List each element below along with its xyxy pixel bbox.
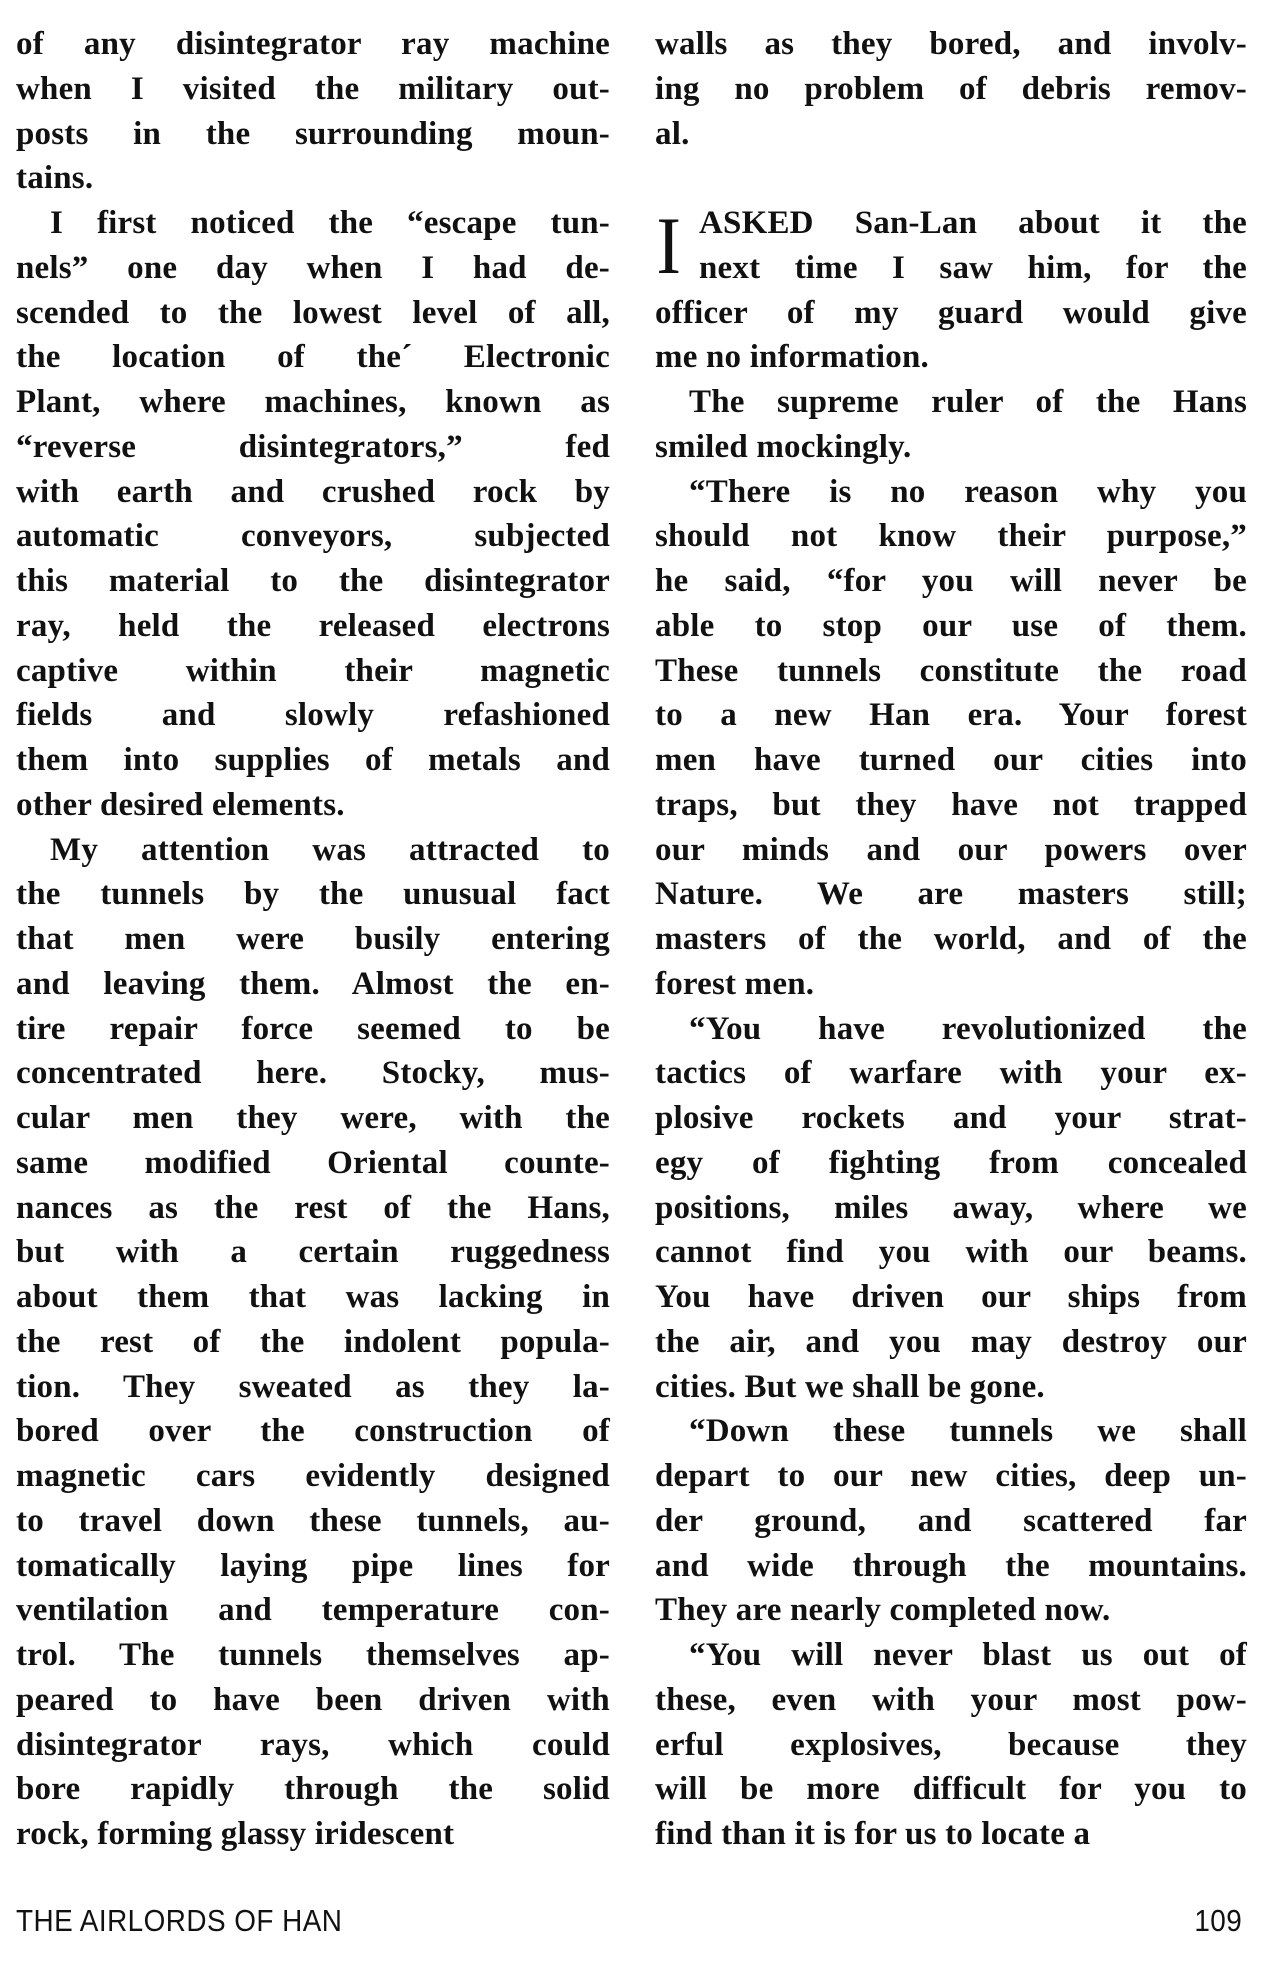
text-line: should not know their purpose,” bbox=[655, 518, 1247, 555]
text-line: cular men they were, with the bbox=[16, 1100, 610, 1136]
text-line: The supreme ruler of the Hans bbox=[689, 384, 1247, 420]
text-line: bore rapidly through the solid bbox=[16, 1771, 610, 1808]
text-line: ASKED San-Lan about it the bbox=[699, 205, 1247, 241]
running-title: THE AIRLORDS OF HAN bbox=[16, 1903, 343, 1938]
text-line: with earth and crushed rock by bbox=[16, 473, 610, 510]
text-line: but with a certain ruggedness bbox=[16, 1234, 610, 1271]
text-line: egy of fighting from concealed bbox=[655, 1144, 1247, 1181]
page-number: 109 bbox=[1194, 1903, 1242, 1938]
text-line: men have turned our cities into bbox=[655, 742, 1247, 778]
text-line: fields and slowly refashioned bbox=[16, 697, 610, 734]
text-line: find than it is for us to locate a bbox=[655, 1816, 1091, 1852]
drop-cap: I bbox=[656, 200, 681, 291]
text-line: to a new Han era. Your forest bbox=[655, 697, 1247, 734]
text-line: traps, but they have not trapped bbox=[655, 786, 1247, 823]
text-line: posts in the surrounding moun- bbox=[16, 115, 610, 152]
text-line: and leaving them. Almost the en- bbox=[16, 965, 610, 1002]
text-line: masters of the world, and of the bbox=[655, 921, 1247, 957]
text-line bbox=[655, 156, 1247, 201]
text-line: the rest of the indolent popula- bbox=[16, 1323, 610, 1360]
text-line: when I visited the military out- bbox=[16, 70, 610, 107]
text-line: “There is no reason why you bbox=[689, 473, 1247, 510]
text-line: this material to the disintegrator bbox=[16, 563, 610, 599]
text-line: “Down these tunnels we shall bbox=[689, 1413, 1247, 1450]
text-line: disintegrator rays, which could bbox=[16, 1726, 610, 1763]
text-line: plosive rockets and your strat- bbox=[655, 1100, 1247, 1136]
text-line: nels” one day when I had de- bbox=[16, 249, 610, 286]
text-line: My attention was attracted to bbox=[50, 831, 610, 868]
text-line: “reverse disintegrators,” fed bbox=[16, 428, 610, 465]
text-line: other desired elements. bbox=[16, 786, 345, 823]
text-line: magnetic cars evidently designed bbox=[16, 1458, 610, 1494]
text-line: and wide through the mountains. bbox=[655, 1547, 1247, 1584]
text-line: al. bbox=[655, 115, 690, 152]
text-line: der ground, and scattered far bbox=[655, 1502, 1247, 1539]
text-line: me no information. bbox=[655, 339, 929, 376]
text-line: positions, miles away, where we bbox=[655, 1189, 1247, 1226]
text-line: Nature. We are masters still; bbox=[655, 876, 1247, 913]
text-line: officer of my guard would give bbox=[655, 294, 1247, 331]
text-line: cities. But we shall be gone. bbox=[655, 1368, 1045, 1405]
text-line: ventilation and temperature con- bbox=[16, 1592, 610, 1629]
text-line: tactics of warfare with your ex- bbox=[655, 1055, 1247, 1092]
text-line: You have driven our ships from bbox=[655, 1279, 1247, 1315]
text-line: smiled mockingly. bbox=[655, 428, 912, 465]
text-line: ing no problem of debris remov- bbox=[655, 70, 1247, 107]
text-line: erful explosives, because they bbox=[655, 1726, 1247, 1763]
text-line: “You will never blast us out of bbox=[689, 1637, 1247, 1673]
text-line: automatic conveyors, subjected bbox=[16, 518, 610, 555]
text-line: the location of the´ Electronic bbox=[16, 339, 610, 376]
text-line: rock, forming glassy iridescent bbox=[16, 1816, 455, 1852]
text-line: of any disintegrator ray machine bbox=[16, 26, 610, 62]
text-line: same modified Oriental counte- bbox=[16, 1144, 610, 1181]
text-line: tains. bbox=[16, 160, 94, 197]
text-line: ray, held the released electrons bbox=[16, 607, 610, 644]
text-line: trol. The tunnels themselves ap- bbox=[16, 1637, 610, 1673]
text-line: that men were busily entering bbox=[16, 921, 610, 957]
text-line: scended to the lowest level of all, bbox=[16, 294, 610, 331]
text-line: next time I saw him, for the bbox=[699, 249, 1247, 286]
text-line: They are nearly completed now. bbox=[655, 1592, 1111, 1629]
text-line: will be more difficult for you to bbox=[655, 1771, 1247, 1808]
text-line: he said, “for you will never be bbox=[655, 563, 1247, 599]
text-line: peared to have been driven with bbox=[16, 1681, 610, 1718]
text-line: cannot find you with our beams. bbox=[655, 1234, 1247, 1271]
text-line: tire repair force seemed to be bbox=[16, 1010, 610, 1047]
text-line: “You have revolutionized the bbox=[689, 1010, 1247, 1047]
text-line: tion. They sweated as they la- bbox=[16, 1368, 610, 1405]
text-line: them into supplies of metals and bbox=[16, 742, 610, 778]
text-line: the air, and you may destroy our bbox=[655, 1323, 1247, 1360]
text-line: forest men. bbox=[655, 965, 815, 1002]
text-line: to travel down these tunnels, au- bbox=[16, 1502, 610, 1539]
text-line: These tunnels constitute the road bbox=[655, 652, 1247, 689]
text-line: captive within their magnetic bbox=[16, 652, 610, 689]
text-line: tomatically laying pipe lines for bbox=[16, 1547, 610, 1584]
text-line: about them that was lacking in bbox=[16, 1279, 610, 1315]
text-line: I first noticed the “escape tun- bbox=[50, 205, 610, 241]
text-line: walls as they bored, and involv- bbox=[655, 26, 1247, 62]
text-line: nances as the rest of the Hans, bbox=[16, 1189, 610, 1226]
text-line: bored over the construction of bbox=[16, 1413, 610, 1450]
text-line: the tunnels by the unusual fact bbox=[16, 876, 610, 913]
text-line: depart to our new cities, deep un- bbox=[655, 1458, 1247, 1494]
text-line: concentrated here. Stocky, mus- bbox=[16, 1055, 610, 1092]
text-line: Plant, where machines, known as bbox=[16, 384, 610, 420]
text-line: our minds and our powers over bbox=[655, 831, 1247, 868]
text-line: able to stop our use of them. bbox=[655, 607, 1247, 644]
text-line: these, even with your most pow- bbox=[655, 1681, 1247, 1718]
